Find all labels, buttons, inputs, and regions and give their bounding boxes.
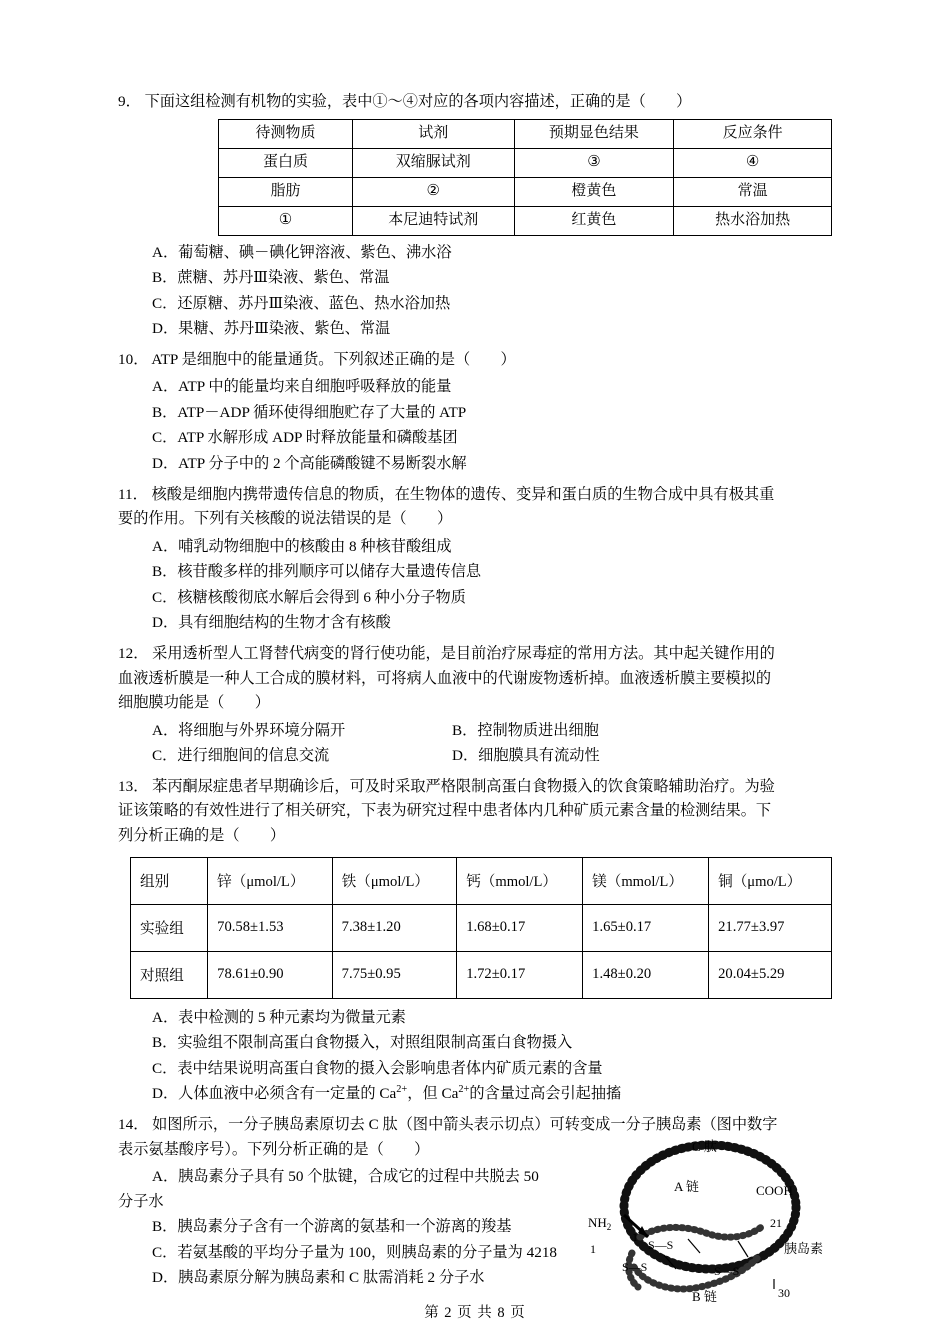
option-b: B．核苷酸多样的排列顺序可以储存大量遗传信息 — [152, 563, 482, 581]
question-11-number: 11． — [118, 485, 148, 503]
table-cell: 1.68±0.17 — [457, 904, 583, 951]
question-11-stem-line-1: 核酸是细胞内携带遗传信息的物质，在生物体的遗传、变异和蛋白质的生物合成中具有极其重 — [151, 485, 775, 503]
question-12-stem-line-2: 血液透析膜是一种人工合成的膜材料，可将病人血液中的代谢废物透析掉。血液透析膜主要模拟的 — [118, 669, 772, 687]
label-nh2: $NH_2$ — [588, 1214, 612, 1232]
table-header-cell: 锌（μmol/L） — [208, 857, 333, 904]
table-cell: 78.61±0.90 — [208, 951, 333, 998]
question-14-options — [118, 1164, 588, 1291]
question-12 — [118, 642, 832, 716]
table-header-cell: 组别 — [131, 857, 208, 904]
option-b: B．控制物质进出细胞 — [452, 721, 599, 739]
table-row — [131, 951, 832, 998]
table-cell: 7.75±0.95 — [332, 951, 457, 998]
disulfide-line-2 — [738, 1241, 748, 1257]
option-c: C．ATP 水解形成 ADP 时释放能量和磷酸基团 — [152, 429, 458, 447]
option-d-sup-1: 2+ — [396, 1084, 408, 1096]
label-a-chain: A 链 — [674, 1178, 699, 1194]
option-a: A．ATP 中的能量均来自细胞呼吸释放的能量 — [152, 378, 452, 396]
table-cell: 脂肪 — [219, 177, 353, 206]
question-13-stem-line-1: 苯丙酮尿症患者早期确诊后，可及时采取严格限制高蛋白食物摄入的饮食策略辅助治疗。为验 — [152, 777, 775, 795]
question-14-stem-line-2: 表示氨基酸序号）。下列分析正确的是（ ） — [118, 1140, 430, 1158]
table-header-cell: 预期显色结果 — [514, 119, 674, 148]
option-d-part-3: 的含量过高会引起抽搐 — [469, 1085, 622, 1103]
question-9 — [118, 90, 832, 115]
option-b: B．胰岛素分子含有一个游离的氨基和一个游离的羧基 — [152, 1218, 512, 1236]
question-12-stem-line-3: 细胞膜功能是（ ） — [118, 694, 270, 712]
table-header-cell: 镁（mmol/L） — [583, 857, 709, 904]
option-d: D．细胞膜具有流动性 — [452, 747, 600, 765]
question-9-options — [118, 240, 832, 342]
option-d: D．胰岛素原分解为胰岛素和 C 肽需消耗 2 分子水 — [152, 1269, 485, 1287]
label-ss-2: S—S — [622, 1259, 648, 1274]
table-cell: 70.58±1.53 — [208, 904, 333, 951]
label-num-1: 1 — [632, 1229, 638, 1244]
option-a: A．葡萄糖、碘－碘化钾溶液、紫色、沸水浴 — [152, 243, 452, 261]
option-a: A．表中检测的 5 种元素均为微量元素 — [152, 1008, 406, 1026]
option-b: B．实验组不限制高蛋白食物摄入，对照组限制高蛋白食物摄入 — [152, 1034, 573, 1052]
table-cell: 1.72±0.17 — [457, 951, 583, 998]
question-14-number: 14． — [118, 1115, 149, 1133]
option-a: A．哺乳动物细胞中的核酸由 8 种核苷酸组成 — [152, 537, 452, 555]
table-cell: ③ — [514, 148, 674, 177]
question-11-options — [118, 534, 832, 636]
insulin-diagram — [588, 1129, 838, 1307]
table-header-cell: 试剂 — [352, 119, 514, 148]
table-cell: 热水浴加热 — [674, 206, 832, 235]
table-cell: 实验组 — [131, 904, 208, 951]
page-footer: 第 2 页 共 8 页 — [424, 1305, 526, 1321]
question-10-stem: ATP 是细胞中的能量通货。下列叙述正确的是（ ） — [151, 350, 516, 368]
table-cell: 7.38±1.20 — [332, 904, 457, 951]
option-row — [118, 718, 832, 744]
table-header-cell: 铁（μmol/L） — [332, 857, 457, 904]
option-d-part-1: D．人体血液中必须含有一定量的 Ca — [152, 1085, 397, 1103]
option-c: C．核糖核酸彻底水解后会得到 6 种小分子物质 — [152, 588, 466, 606]
question-9-stem: 下面这组检测有机物的实验，表中①～④对应的各项内容描述，正确的是（ ） — [144, 93, 692, 110]
table-cell: ① — [219, 206, 353, 235]
table-cell: 本尼迪特试剂 — [352, 206, 514, 235]
table-cell: 对照组 — [131, 951, 208, 998]
table-header-cell: 铜（μmo/L） — [709, 857, 832, 904]
label-num-1b: 1 — [590, 1241, 596, 1256]
question-13-stem-line-2: 证该策略的有效性进行了相关研究，下表为研究过程中患者体内几种矿质元素含量的检测结果。下 — [118, 802, 772, 820]
question-12-stem-line-1: 采用透析型人工肾替代病变的肾行使功能，是目前治疗尿毒症的常用方法。其中起关键作用的 — [152, 644, 775, 662]
table-header-row — [219, 119, 832, 148]
option-d: D．ATP 分子中的 2 个高能磷酸键不易断裂水解 — [152, 454, 467, 472]
table-cell: 1.48±0.20 — [583, 951, 709, 998]
table-header-cell: 反应条件 — [674, 119, 832, 148]
question-12-number: 12． — [118, 644, 149, 662]
question-13-table — [130, 857, 832, 999]
table-header-row — [131, 857, 832, 904]
table-row — [219, 206, 832, 235]
label-num-30: 30 — [778, 1285, 790, 1300]
table-row — [219, 148, 832, 177]
question-13-number: 13． — [118, 777, 149, 795]
label-cooh: COOH — [756, 1182, 793, 1198]
question-11-stem-line-2: 要的作用。下列有关核酸的说法错误的是（ ） — [118, 510, 453, 528]
option-d: D．果糖、苏丹Ⅲ染液、紫色、常温 — [152, 320, 391, 338]
label-num-21: 21 — [770, 1215, 782, 1230]
option-a: A．胰岛素分子具有 50 个肽键，合成它的过程中共脱去 50 — [152, 1168, 539, 1186]
table-row — [131, 904, 832, 951]
question-13 — [118, 775, 832, 849]
option-a-cont: 分子水 — [118, 1192, 164, 1210]
label-b-chain: B 链 — [692, 1288, 717, 1304]
table-header-cell: 钙（mmol/L） — [457, 857, 583, 904]
question-10-number: 10． — [118, 350, 149, 368]
option-b: B．ATP－ADP 循环使得细胞贮存了大量的 ATP — [152, 403, 467, 421]
table-cell: 21.77±3.97 — [709, 904, 832, 951]
question-14-stem-line-1: 如图所示，一分子胰岛素原切去 C 肽（图中箭头表示切点）可转变成一分子胰岛素（图中数字 — [152, 1115, 778, 1133]
a-chain-beads — [640, 1225, 764, 1237]
option-row — [118, 743, 832, 769]
table-cell: 20.04±5.29 — [709, 951, 832, 998]
option-c: C．进行细胞间的信息交流 — [152, 747, 330, 765]
table-cell: ② — [352, 177, 514, 206]
option-d: D．具有细胞结构的生物才含有核酸 — [152, 614, 391, 632]
question-14 — [118, 1113, 832, 1304]
table-cell: 蛋白质 — [219, 148, 353, 177]
question-12-options — [118, 718, 832, 769]
label-c-peptide: C 肽 — [692, 1138, 717, 1154]
question-10 — [118, 348, 832, 373]
option-d — [118, 1081, 832, 1107]
option-a: A．将细胞与外界环境分隔开 — [152, 721, 346, 739]
question-13-stem-line-3: 列分析正确的是（ ） — [118, 827, 286, 845]
option-c: C．表中结果说明高蛋白食物的摄入会影响患者体内矿质元素的含量 — [152, 1059, 603, 1077]
label-ss-3: S—S — [714, 1263, 740, 1278]
question-9-table — [218, 119, 832, 236]
table-header-cell: 待测物质 — [219, 119, 353, 148]
table-cell: 常温 — [674, 177, 832, 206]
question-9-number: 9． — [118, 93, 141, 110]
label-insulin: 胰岛素 — [784, 1240, 824, 1256]
table-cell: 红黄色 — [514, 206, 674, 235]
option-d-sup-2: 2+ — [458, 1084, 470, 1096]
question-10-options — [118, 374, 832, 476]
disulfide-line-1 — [688, 1239, 700, 1253]
table-row — [219, 177, 832, 206]
question-11 — [118, 483, 832, 532]
question-13-options — [118, 1005, 832, 1107]
table-cell: 1.65±0.17 — [583, 904, 709, 951]
option-c: C．若氨基酸的平均分子量为 100，则胰岛素的分子量为 4218 — [152, 1243, 558, 1261]
option-d-part-2: ，但 Ca — [407, 1085, 459, 1103]
table-cell: 双缩脲试剂 — [352, 148, 514, 177]
label-ss-1: S—S — [648, 1237, 674, 1252]
table-cell: 橙黄色 — [514, 177, 674, 206]
option-b: B．蔗糖、苏丹Ⅲ染液、紫色、常温 — [152, 269, 390, 287]
option-c: C．还原糖、苏丹Ⅲ染液、蓝色、热水浴加热 — [152, 294, 451, 312]
table-cell: ④ — [674, 148, 832, 177]
